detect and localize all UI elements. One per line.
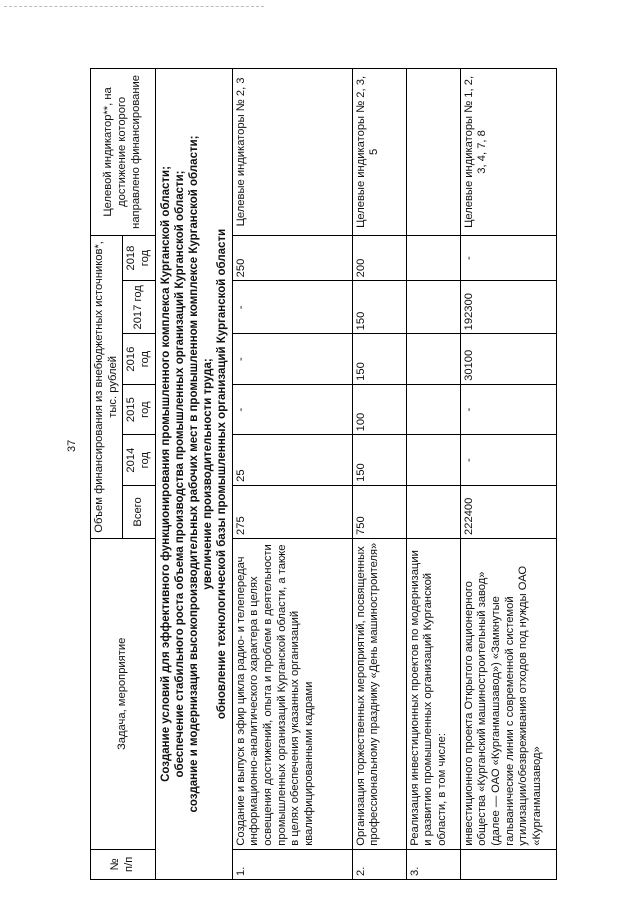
goal-line-2: обеспечение стабильного роста объема производства промышленных организаций Курганской области; — [173, 170, 186, 778]
funding-table — [90, 68, 557, 880]
row-2015: 100 — [352, 384, 406, 435]
row-num: 3. — [406, 849, 460, 879]
table-row — [352, 69, 406, 880]
row-2014 — [406, 435, 460, 486]
row-indicator: Целевые индикаторы № 2, 3, 5 — [352, 69, 406, 236]
scan-artifact — [4, 6, 264, 9]
row-indicator: Целевые индикаторы № 2, 3 — [232, 69, 352, 236]
rotated-table-container — [90, 68, 610, 880]
header-2015: 2015 год — [123, 384, 155, 435]
page-number: 37 — [66, 439, 78, 452]
row-2017: 150 — [352, 281, 406, 334]
row-total: 222400 — [460, 485, 556, 538]
row-2018 — [406, 235, 460, 281]
goal-row — [155, 69, 232, 880]
header-2014: 2014 год — [123, 435, 155, 486]
row-2016: 150 — [352, 334, 406, 385]
row-num: 1. — [232, 849, 352, 879]
header-row — [91, 69, 123, 880]
goal-line-3: создание и модернизация высокопроизводительных рабочих мест в промышленном комплексе Курганской области; — [187, 135, 200, 813]
row-task: Создание и выпуск в эфир цикла радио- и телепередач информационно-аналитического характера в целях освещения достижений, опыта и проблем в деятельности промышленных организаций Курганской области, а также в целях обеспечения указанных организаций квалифицированными кадрами — [232, 538, 352, 849]
header-total: Всего — [123, 485, 155, 538]
row-2016: 30100 — [460, 334, 556, 385]
row-2015 — [406, 384, 460, 435]
row-2018: 200 — [352, 235, 406, 281]
row-total: 750 — [352, 485, 406, 538]
row-task: Организация торжественных мероприятий, посвященных профессиональному празднику «День машиностроителя» — [352, 538, 406, 849]
goal-line-1: Создание условий для эффективного функционирования промышленного комплекса Курганской области; — [159, 166, 172, 782]
row-2016 — [406, 334, 460, 385]
row-task: Реализация инвестиционных проектов по модернизации и развитию промышленных организаций Курганской области, в том числе: — [406, 538, 460, 849]
row-indicator — [406, 69, 460, 236]
row-num: 2. — [352, 849, 406, 879]
header-indicator: Целевой индикатор**, на достижение которого направлено финансирование — [91, 69, 156, 236]
row-2015: - — [232, 384, 352, 435]
row-2014: 25 — [232, 435, 352, 486]
row-total — [406, 485, 460, 538]
row-2017 — [406, 281, 460, 334]
header-num: № п/п — [91, 849, 156, 879]
row-2018: 250 — [232, 235, 352, 281]
table-row — [460, 69, 556, 880]
row-num — [460, 849, 556, 879]
row-indicator: Целевые индикаторы № 1, 2, 3, 4, 7, 8 — [460, 69, 556, 236]
row-2014: 150 — [352, 435, 406, 486]
row-2018: - — [460, 235, 556, 281]
row-total: 275 — [232, 485, 352, 538]
table-row — [406, 69, 460, 880]
header-2016: 2016 год — [123, 334, 155, 385]
table-row — [232, 69, 352, 880]
goal-line-4: увеличение производительности труда; — [201, 358, 214, 590]
header-2018: 2018 год — [123, 235, 155, 281]
header-funding: Объем финансирования из внебюджетных источников*, тыс. рублей — [91, 235, 123, 538]
row-2015: - — [460, 384, 556, 435]
row-2016: - — [232, 334, 352, 385]
row-2017: - — [232, 281, 352, 334]
header-2017: 2017 год — [123, 281, 155, 334]
row-2014: - — [460, 435, 556, 486]
header-task: Задача, мероприятие — [91, 538, 156, 849]
goal-line-5: обновление технологической базы промышленных организаций Курганской области — [215, 228, 228, 720]
goal-text — [155, 69, 232, 880]
row-task: инвестиционного проекта Открытого акционерного общества «Курганский машиностроительный завод» (далее — ОАО «Курганмашзавод») «Замкнутые гальванические линии с современной системой утилизации/обезвреживания отходов под нужды ОАО «Курганмашзавод» — [460, 538, 556, 849]
row-2017: 192300 — [460, 281, 556, 334]
